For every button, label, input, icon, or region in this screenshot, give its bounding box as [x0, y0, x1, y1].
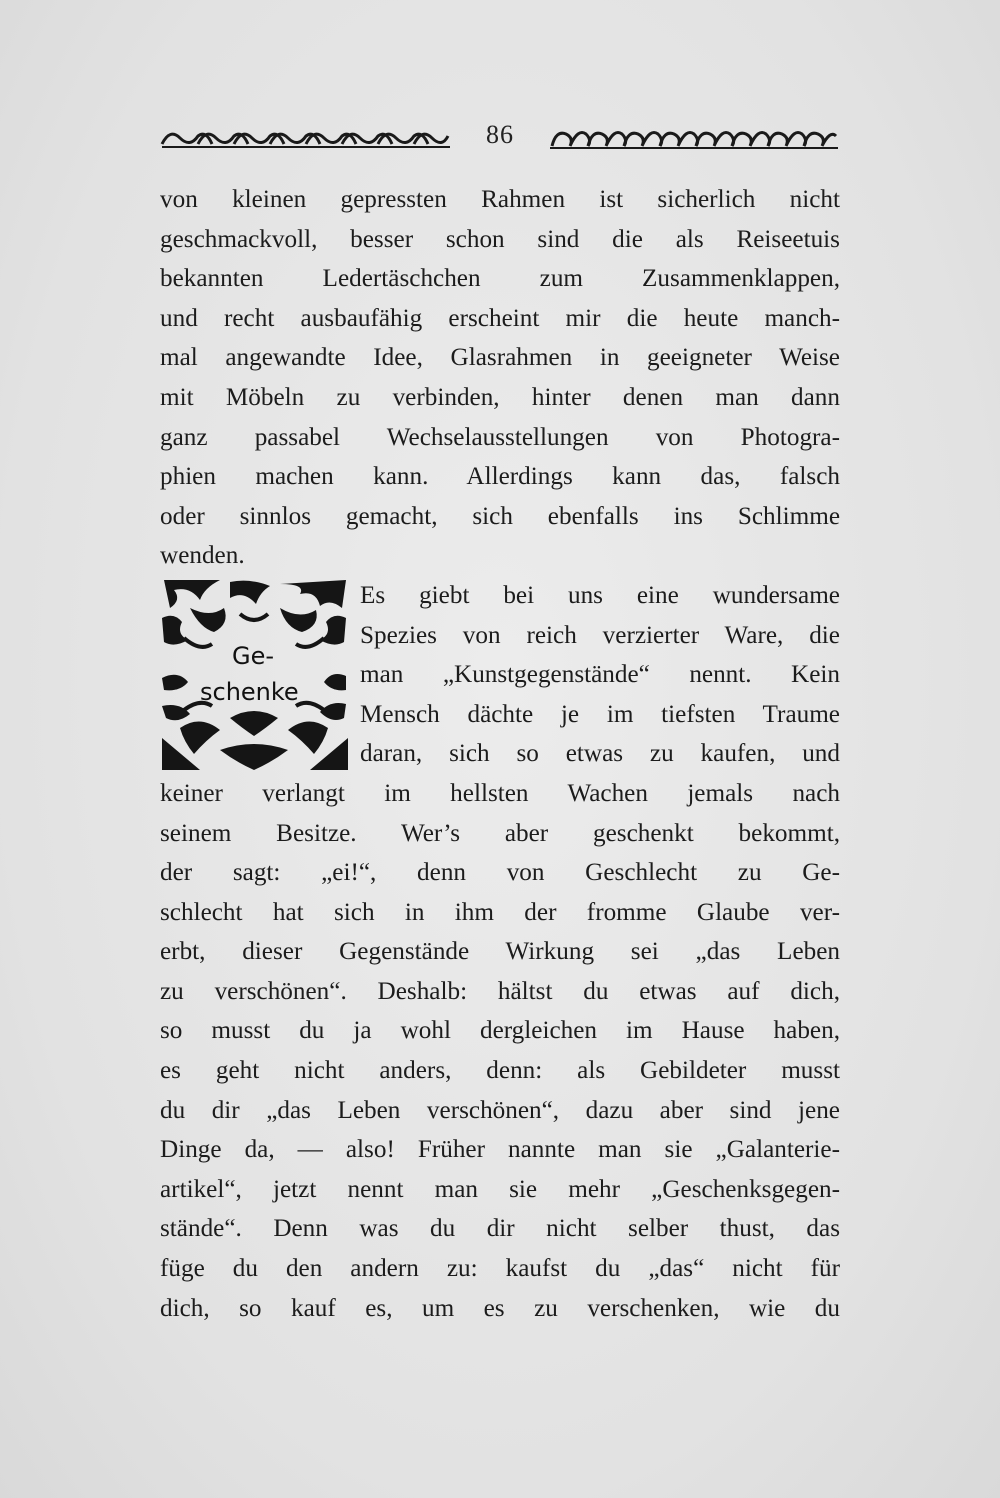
header-ornament-right	[548, 126, 840, 150]
initial-label-line2: schenke	[200, 678, 299, 706]
text-line: füge du den andern zu: kaufst du „das“ nicht für	[160, 1255, 840, 1283]
text-line: bekannten Ledertäschchen zum Zusammenklappen,	[160, 265, 840, 293]
text-line: zu verschönen“. Deshalb: hältst du etwas auf dich,	[160, 977, 840, 1005]
text-line: wenden.	[160, 542, 245, 570]
text-line: mit Möbeln zu verbinden, hinter denen man dann	[160, 383, 840, 411]
running-header	[160, 118, 840, 158]
text-line: und recht ausbaufähig erscheint mir die heute manch-	[160, 304, 840, 332]
text-line: von kleinen gepressten Rahmen ist sicherlich nicht	[160, 186, 840, 213]
text-line: artikel“, jetzt nennt man sie mehr „Geschenksgegen-	[160, 1175, 840, 1203]
text-line: Spezies von reich verzierter Ware, die	[360, 621, 840, 649]
text-line: so musst du ja wohl dergleichen im Hause haben,	[160, 1017, 840, 1045]
text-line: stände“. Denn was du dir nicht selber thust, das	[160, 1215, 840, 1243]
text-line: geschmackvoll, besser schon sind die als Reiseetuis	[160, 225, 840, 253]
text-line: es geht nicht anders, denn: als Gebildeter musst	[160, 1057, 840, 1085]
text-line: Dinge da, — also! Früher nannte man sie „Galanterie-	[160, 1136, 840, 1164]
text-line: erbt, dieser Gegenstände Wirkung sei „das Leben	[160, 938, 840, 966]
text-line: du dir „das Leben verschönen“, dazu aber sind jene	[160, 1096, 840, 1124]
text-line: schlecht hat sich in ihm der fromme Glaube ver-	[160, 898, 840, 926]
header-ornament-left	[160, 126, 452, 150]
text-line: daran, sich so etwas zu kaufen, und	[360, 740, 840, 768]
decorative-initial	[160, 578, 350, 772]
text-line: Mensch dächte je im tiefsten Traume	[360, 700, 840, 728]
text-line: oder sinnlos gemacht, sich ebenfalls ins Schlimme	[160, 502, 840, 530]
text-line: Es giebt bei uns eine wundersame	[360, 581, 840, 609]
text-line: seinem Besitze. Wer’s aber geschenkt bekommt,	[160, 819, 840, 847]
text-line: dich, so kauf es, um es zu verschenken, wie du	[160, 1294, 840, 1322]
text-line: man „Kunstgegenstände“ nennt. Kein	[360, 661, 840, 689]
initial-label-line1: Ge-	[232, 642, 275, 670]
page-number: 86	[486, 120, 514, 149]
text-line: mal angewandte Idee, Glasrahmen in geeigneter Weise	[160, 344, 840, 372]
floral-ornament-icon	[160, 578, 350, 772]
text-line: der sagt: „ei!“, denn von Geschlecht zu Ge-	[160, 859, 840, 887]
text-line: phien machen kann. Allerdings kann das, falsch	[160, 463, 840, 491]
text-line: keiner verlangt im hellsten Wachen jemals nach	[160, 779, 840, 807]
text-line: ganz passabel Wechselausstellungen von Photogra-	[160, 423, 840, 451]
